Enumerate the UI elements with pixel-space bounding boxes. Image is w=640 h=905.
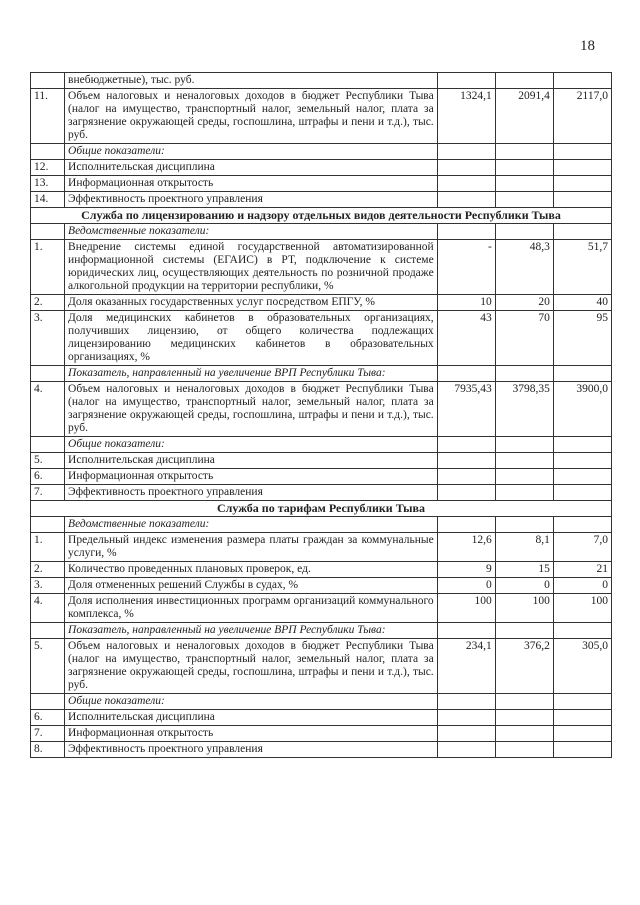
value-col-3: 100 — [553, 594, 611, 623]
value-col-3 — [553, 224, 611, 240]
indicators-table-body — [31, 73, 612, 758]
value-col-1 — [437, 694, 495, 710]
indicator-name: Количество проведенных плановых проверок, ед. — [65, 562, 438, 578]
value-col-3: 40 — [553, 295, 611, 311]
indicator-name: Объем налоговых и неналоговых доходов в бюджет Республики Тыва (налог на имущество, транспортный налог, земельный налог, плата за загрязнение окружающей среды, госпошлина, штрафы и пени и т.д.), тыс. руб. — [65, 382, 438, 437]
value-col-2 — [495, 485, 553, 501]
value-col-2 — [495, 453, 553, 469]
table-row — [31, 594, 612, 623]
table-row — [31, 89, 612, 144]
row-number: 4. — [31, 594, 65, 623]
value-col-2: 20 — [495, 295, 553, 311]
value-col-2 — [495, 623, 553, 639]
value-col-1: 9 — [437, 562, 495, 578]
table-row — [31, 710, 612, 726]
table-row — [31, 240, 612, 295]
subheader-row — [31, 224, 612, 240]
value-col-3 — [553, 694, 611, 710]
value-col-1 — [437, 192, 495, 208]
value-col-2 — [495, 517, 553, 533]
table-row — [31, 73, 612, 89]
table-row — [31, 578, 612, 594]
value-col-3: 2117,0 — [553, 89, 611, 144]
value-col-2: 100 — [495, 594, 553, 623]
value-col-1 — [437, 160, 495, 176]
row-number: 5. — [31, 639, 65, 694]
row-number: 5. — [31, 453, 65, 469]
value-col-3 — [553, 160, 611, 176]
value-col-2: 2091,4 — [495, 89, 553, 144]
row-number — [31, 694, 65, 710]
value-col-3 — [553, 469, 611, 485]
indicator-name: Доля отмененных решений Службы в судах, % — [65, 578, 438, 594]
value-col-2: 48,3 — [495, 240, 553, 295]
value-col-3 — [553, 192, 611, 208]
value-col-3 — [553, 742, 611, 758]
indicator-name: Доля медицинских кабинетов в образовательных организациях, получивших лицензию, от общего количества подлежащих лицензированию медицинских кабинетов в образовательных организациях, % — [65, 311, 438, 366]
table-row — [31, 639, 612, 694]
table-row — [31, 176, 612, 192]
table-row — [31, 295, 612, 311]
value-col-2 — [495, 192, 553, 208]
value-col-1: 1324,1 — [437, 89, 495, 144]
group-label: Общие показатели: — [65, 144, 438, 160]
value-col-2: 3798,35 — [495, 382, 553, 437]
row-number: 7. — [31, 726, 65, 742]
value-col-3 — [553, 485, 611, 501]
indicator-name: Эффективность проектного управления — [65, 485, 438, 501]
value-col-1: 0 — [437, 578, 495, 594]
row-number — [31, 437, 65, 453]
value-col-3 — [553, 726, 611, 742]
table-row — [31, 485, 612, 501]
indicator-name: Исполнительская дисциплина — [65, 710, 438, 726]
table-row — [31, 453, 612, 469]
value-col-1 — [437, 437, 495, 453]
value-col-1 — [437, 517, 495, 533]
section-header-row — [31, 208, 612, 224]
section-title: Служба по тарифам Республики Тыва — [31, 501, 612, 517]
value-col-1 — [437, 176, 495, 192]
value-col-3 — [553, 366, 611, 382]
value-col-1: 100 — [437, 594, 495, 623]
value-col-1 — [437, 224, 495, 240]
table-row — [31, 160, 612, 176]
value-col-1: - — [437, 240, 495, 295]
value-col-1 — [437, 453, 495, 469]
value-col-2: 8,1 — [495, 533, 553, 562]
value-col-2: 70 — [495, 311, 553, 366]
indicator-name: Объем налоговых и неналоговых доходов в бюджет Республики Тыва (налог на имущество, транспортный налог, земельный налог, плата за загрязнение окружающей среды, госпошлина, штрафы и пени и т.д.), тыс. руб. — [65, 639, 438, 694]
indicator-name: Информационная открытость — [65, 469, 438, 485]
value-col-2: 376,2 — [495, 639, 553, 694]
subheader-row — [31, 517, 612, 533]
value-col-3 — [553, 710, 611, 726]
row-number: 12. — [31, 160, 65, 176]
row-number: 13. — [31, 176, 65, 192]
value-col-1: 12,6 — [437, 533, 495, 562]
table-row — [31, 562, 612, 578]
value-col-1 — [437, 469, 495, 485]
value-col-3: 3900,0 — [553, 382, 611, 437]
value-col-1 — [437, 73, 495, 89]
value-col-1 — [437, 726, 495, 742]
value-col-1: 43 — [437, 311, 495, 366]
indicator-name: Эффективность проектного управления — [65, 742, 438, 758]
value-col-3 — [553, 517, 611, 533]
value-col-1 — [437, 742, 495, 758]
indicator-name: внебюджетные), тыс. руб. — [65, 73, 438, 89]
row-number: 2. — [31, 295, 65, 311]
value-col-1 — [437, 366, 495, 382]
value-col-3 — [553, 437, 611, 453]
group-label: Показатель, направленный на увеличение ВРП Республики Тыва: — [65, 623, 438, 639]
value-col-2: 15 — [495, 562, 553, 578]
row-number: 1. — [31, 533, 65, 562]
value-col-1 — [437, 485, 495, 501]
value-col-1 — [437, 623, 495, 639]
value-col-2 — [495, 437, 553, 453]
table-row — [31, 382, 612, 437]
indicator-name: Доля исполнения инвестиционных программ организаций коммунального комплекса, % — [65, 594, 438, 623]
indicator-name: Доля оказанных государственных услуг посредством ЕПГУ, % — [65, 295, 438, 311]
value-col-1: 234,1 — [437, 639, 495, 694]
row-number: 1. — [31, 240, 65, 295]
table-row — [31, 726, 612, 742]
indicator-name: Объем налоговых и неналоговых доходов в бюджет Республики Тыва (налог на имущество, транспортный налог, земельный налог, плата за загрязнение окружающей среды, госпошлина, штрафы и пени и т.д.), тыс. руб. — [65, 89, 438, 144]
subheader-row — [31, 694, 612, 710]
value-col-2 — [495, 144, 553, 160]
group-label: Ведомственные показатели: — [65, 517, 438, 533]
value-col-3: 95 — [553, 311, 611, 366]
value-col-2 — [495, 469, 553, 485]
table-row — [31, 469, 612, 485]
value-col-1 — [437, 710, 495, 726]
indicator-name: Эффективность проектного управления — [65, 192, 438, 208]
value-col-1 — [437, 144, 495, 160]
value-col-1: 10 — [437, 295, 495, 311]
value-col-1: 7935,43 — [437, 382, 495, 437]
value-col-3: 51,7 — [553, 240, 611, 295]
indicator-name: Исполнительская дисциплина — [65, 453, 438, 469]
value-col-3: 0 — [553, 578, 611, 594]
value-col-3 — [553, 623, 611, 639]
value-col-2 — [495, 726, 553, 742]
row-number: 3. — [31, 578, 65, 594]
row-number — [31, 517, 65, 533]
row-number: 6. — [31, 469, 65, 485]
row-number: 7. — [31, 485, 65, 501]
row-number — [31, 144, 65, 160]
row-number — [31, 366, 65, 382]
value-col-2 — [495, 742, 553, 758]
value-col-3: 305,0 — [553, 639, 611, 694]
table-row — [31, 192, 612, 208]
section-title: Служба по лицензированию и надзору отдельных видов деятельности Республики Тыва — [31, 208, 612, 224]
indicators-table — [30, 72, 612, 758]
group-label: Показатель, направленный на увеличение ВРП Республики Тыва: — [65, 366, 438, 382]
value-col-2 — [495, 224, 553, 240]
table-row — [31, 742, 612, 758]
row-number: 6. — [31, 710, 65, 726]
section-header-row — [31, 501, 612, 517]
subheader-row — [31, 437, 612, 453]
row-number — [31, 623, 65, 639]
value-col-3 — [553, 144, 611, 160]
subheader-row — [31, 366, 612, 382]
group-label: Общие показатели: — [65, 437, 438, 453]
table-row — [31, 311, 612, 366]
subheader-row — [31, 623, 612, 639]
row-number: 2. — [31, 562, 65, 578]
row-number — [31, 224, 65, 240]
page-number: 18 — [580, 38, 595, 54]
row-number — [31, 73, 65, 89]
value-col-3 — [553, 176, 611, 192]
value-col-3: 7,0 — [553, 533, 611, 562]
value-col-3 — [553, 73, 611, 89]
indicator-name: Внедрение системы единой государственной автоматизированной информационной системы (ЕГАИС) в РТ, подключение к системе юридических лиц, осуществляющих деятельность по розничной продаже алкогольной продукции на территории республики, % — [65, 240, 438, 295]
indicator-name: Исполнительская дисциплина — [65, 160, 438, 176]
value-col-3 — [553, 453, 611, 469]
value-col-3: 21 — [553, 562, 611, 578]
value-col-2 — [495, 366, 553, 382]
value-col-2 — [495, 73, 553, 89]
row-number: 4. — [31, 382, 65, 437]
subheader-row — [31, 144, 612, 160]
value-col-2 — [495, 710, 553, 726]
row-number: 8. — [31, 742, 65, 758]
row-number: 14. — [31, 192, 65, 208]
group-label: Общие показатели: — [65, 694, 438, 710]
value-col-2: 0 — [495, 578, 553, 594]
value-col-2 — [495, 694, 553, 710]
value-col-2 — [495, 160, 553, 176]
value-col-2 — [495, 176, 553, 192]
row-number: 11. — [31, 89, 65, 144]
group-label: Ведомственные показатели: — [65, 224, 438, 240]
indicator-name: Предельный индекс изменения размера платы граждан за коммунальные услуги, % — [65, 533, 438, 562]
table-row — [31, 533, 612, 562]
indicator-name: Информационная открытость — [65, 176, 438, 192]
row-number: 3. — [31, 311, 65, 366]
indicator-name: Информационная открытость — [65, 726, 438, 742]
